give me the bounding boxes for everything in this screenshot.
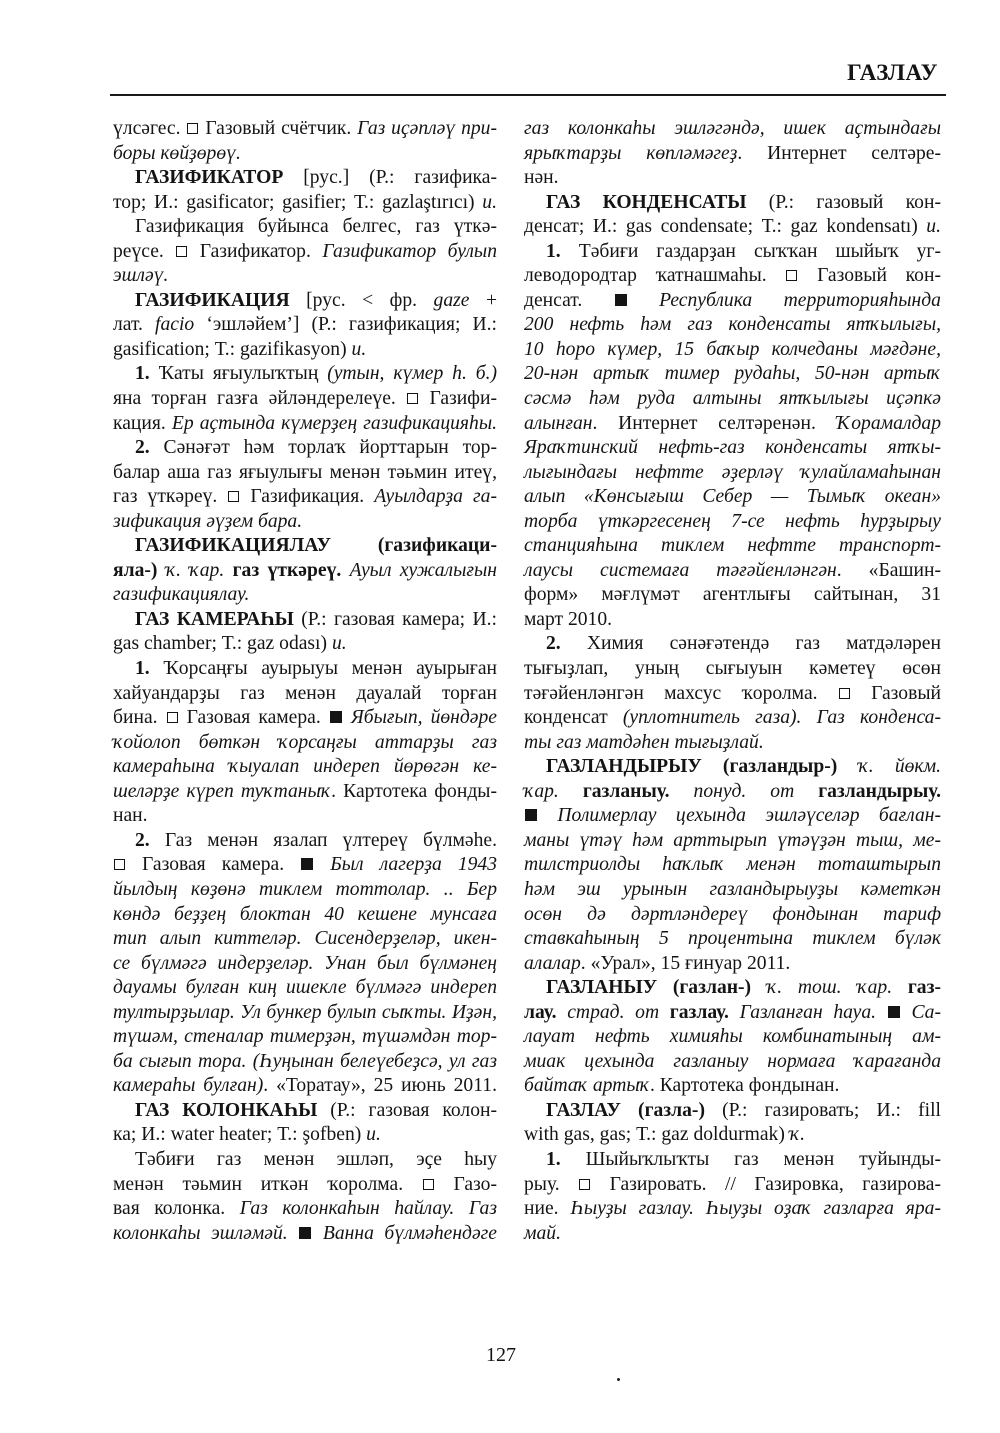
body-text: (Р.: газовая камера; И.:: [293, 608, 497, 630]
russian-equivalent-marker-icon: [176, 246, 187, 257]
text-line: [524, 1025, 941, 1050]
italic-text: колонкаһы эшләмәй.: [113, 1222, 288, 1244]
italic-text: шеләрҙе күреп туҡтаныҡ: [113, 780, 332, 802]
headword-text: 2.: [135, 829, 150, 851]
body-text: [341, 560, 349, 581]
headword-text: 1.: [135, 363, 150, 385]
text-line: [524, 559, 941, 584]
body-text: with gas, gas; Т.: gaz doldurmak): [524, 1124, 790, 1146]
italic-text: алалар: [524, 952, 581, 974]
body-text: Газ менән язалап үлтереү бүлмәһе.: [149, 829, 497, 851]
italic-text: лаусы системаға тәғәйенләнгән: [524, 559, 837, 581]
text-line: [524, 1173, 941, 1198]
body-text: форм» мәғлүмәт агентлығы сайтынан, 31: [524, 584, 941, 606]
text-line: [524, 485, 941, 510]
russian-equivalent-marker-icon: [839, 688, 850, 699]
headword-text: ГАЗ КАМЕРАҺЫ: [135, 608, 294, 630]
italic-text: май.: [524, 1222, 561, 1244]
text-line: [113, 191, 497, 216]
text-line: [524, 608, 941, 633]
text-line: [113, 485, 497, 510]
text-line: [524, 166, 941, 191]
body-text: [670, 781, 694, 802]
body-text: Химия сәнәғәтендә газ матдәләрен: [560, 633, 941, 655]
text-line: [113, 731, 497, 756]
text-line: [524, 1148, 941, 1173]
italic-text: Газификатор булып: [322, 240, 497, 262]
headword-text: ГАЗЛАУ (газла-): [546, 1099, 705, 1121]
italic-text: и.: [351, 338, 367, 360]
italic-text: йылдың көҙөнә тиклем тоттолар. .. Бер: [113, 878, 497, 900]
body-text: Сәнәғәт һәм торлаҡ йорттарын тор-: [149, 437, 497, 459]
text-line: [113, 632, 497, 657]
text-line: [113, 903, 497, 928]
body-text: менән тәьмин иткән ҡоролма.: [113, 1173, 422, 1195]
body-text: [343, 707, 351, 728]
text-line: [113, 608, 497, 633]
body-text: Газовый счётчик.: [199, 118, 358, 139]
headword-text: ГАЗИФИКАЦИЯЛАУ: [135, 535, 332, 557]
body-text: . «Торатау», 25 июнь 2011.: [263, 1075, 497, 1097]
italic-text: лығындағы нефтте әҙерләү ҡулайламаһынан: [524, 461, 941, 483]
italic-text: Ванна бүлмәһендәге: [322, 1222, 497, 1244]
headword-text: ГАЗИФИКАТОР: [135, 167, 284, 189]
italic-text: һәм эш урынын газландырыуҙы кәметкән: [524, 878, 941, 900]
text-line: [113, 1173, 497, 1198]
body-text: gasification; Т.: gazifikasyon): [113, 338, 352, 360]
italic-text: и.: [366, 1124, 381, 1146]
italic-text: Полимерлау цехында эшләүселәр бағлан-: [557, 805, 941, 827]
italic-text: байтаҡ артыҡ: [524, 1075, 650, 1097]
text-line: [113, 1001, 497, 1026]
italic-text: ҡар.: [524, 780, 559, 802]
example-marker-icon: [888, 1006, 900, 1018]
text-line: [524, 780, 941, 805]
text-line: [524, 878, 941, 903]
italic-text: Газ колонкаһын һайлау. Газ: [239, 1198, 497, 1220]
body-text: бина.: [113, 707, 166, 729]
text-line: [524, 117, 941, 142]
italic-text: ҡойолоп бөткән ҡорсаңғы аттарҙы газ: [113, 731, 497, 753]
example-marker-icon: [330, 711, 342, 723]
body-text: [312, 1223, 323, 1244]
text-line: [524, 1222, 941, 1247]
headword-text: 1.: [546, 1148, 561, 1170]
italic-text: Ауылдарҙа га-: [374, 486, 497, 508]
body-text: [628, 290, 659, 311]
body-text: нән.: [524, 167, 559, 189]
body-text: лат.: [113, 314, 156, 336]
body-text: денсат.: [524, 289, 614, 311]
text-line: [113, 289, 497, 314]
text-line: [524, 412, 941, 437]
body-text: тәғәйенләнгән махсус ҡоролма.: [524, 682, 838, 704]
italic-text: көндә беҙҙең блоктан 40 кешене мунсаға: [113, 903, 497, 925]
body-text: [рус.] (Р.: газифика-: [283, 167, 497, 189]
body-text: кация.: [113, 412, 172, 434]
text-line: [113, 559, 497, 584]
headword-text: ГАЗ КОНДЕНСАТЫ: [546, 191, 747, 213]
italic-text: ба сығып тора. (Һуңынан белеүебеҙсә, ул газ: [113, 1050, 497, 1072]
body-text: рыу.: [524, 1173, 579, 1195]
body-text: . «Урал», 15 ғинуар 2011.: [580, 952, 791, 974]
headword-text: 2.: [546, 633, 561, 655]
text-line: [113, 755, 497, 780]
text-line: [113, 215, 497, 240]
russian-equivalent-marker-icon: [407, 393, 418, 404]
italic-text: дауамы булған киң ишекле бүлмәгә индереп: [113, 977, 497, 999]
headword-text: лау.: [524, 1001, 557, 1023]
body-text: март 2010.: [524, 608, 613, 630]
text-line: [113, 534, 497, 559]
italic-text: ҡ. тош. ҡар.: [766, 977, 893, 999]
body-text: Газовая камера.: [178, 707, 329, 729]
body-text: тығыҙлап, уның сығыуын кәметеү өсөн: [524, 658, 941, 680]
italic-text: эшләү.: [113, 265, 169, 287]
italic-text: газификациялау.: [113, 584, 250, 606]
italic-text: станцияһына тиклем нефтте транспорт-: [524, 535, 941, 557]
text-line: [524, 191, 941, 216]
text-line: [524, 903, 941, 928]
text-line: [524, 829, 941, 854]
text-line: [524, 927, 941, 952]
italic-text: газ колонкаһы эшләгәндә, ишек аҫтындағы: [524, 118, 941, 139]
body-text: Газификация.: [240, 486, 375, 508]
right-column: [524, 117, 941, 1246]
italic-text: сәсмә һәм руда алтыны ятҡылығы иҫәпкә: [524, 388, 941, 410]
body-text: ние.: [524, 1198, 571, 1220]
italic-text: (утын, күмер һ. б.): [327, 363, 498, 385]
russian-equivalent-marker-icon: [167, 712, 178, 723]
italic-text: камераһына ҡыуалап индереп йөрөгән ке-: [113, 756, 497, 778]
italic-text: осөн дә дәртләндереү фондынан тариф: [524, 903, 941, 925]
italic-text: зификация әүҙем бара.: [113, 510, 303, 532]
body-text: үлсәгес.: [113, 118, 187, 139]
text-line: [113, 829, 497, 854]
text-line: [113, 142, 497, 167]
text-line: [113, 1074, 497, 1099]
text-line: [524, 240, 941, 265]
body-text: [892, 977, 908, 998]
body-text: . Интернет селтәре-: [737, 142, 941, 164]
body-text: Газо-: [434, 1173, 497, 1195]
italic-text: камераһы булған): [113, 1075, 264, 1097]
text-line: [113, 240, 497, 265]
italic-text: боры көйҙөрөү.: [113, 142, 241, 164]
body-text: Газифи-: [419, 388, 497, 410]
italic-text: Һыуҙы газлау. Һыуҙы оҙаҡ газларға яра-: [570, 1198, 941, 1220]
body-text: конденсат: [524, 707, 623, 729]
text-line: [524, 215, 941, 240]
text-line: [113, 412, 497, 437]
text-line: [524, 657, 941, 682]
body-text: . Картотека фонды-: [331, 780, 497, 802]
text-line: [113, 706, 497, 731]
body-text: ‘эшләйем’] (Р.: газификация; И.:: [194, 314, 497, 336]
body-text: реүсе.: [113, 240, 176, 262]
text-line: [524, 264, 941, 289]
text-line: [524, 1074, 941, 1099]
body-text: (Р.: газовая колон-: [317, 1099, 497, 1121]
text-line: [113, 780, 497, 805]
body-text: денсат; И.: gas condensate; Т.: gaz kondensatı): [524, 216, 927, 238]
text-line: [524, 142, 941, 167]
text-line: [113, 1025, 497, 1050]
body-text: Ҡорсаңғы ауырыуы менән ауырыған: [149, 658, 497, 680]
italic-text: се бүлмәгә индерҙеләр. Унан был бүлмәнең: [113, 952, 497, 974]
headword-text: (газификаци-: [377, 535, 497, 557]
body-text: [рус. < фр.: [289, 289, 434, 311]
body-text: Газировать. // Газировка, газирова-: [591, 1173, 942, 1195]
text-line: [524, 804, 941, 829]
italic-text: Са-: [911, 1001, 941, 1023]
text-line: [524, 338, 941, 363]
body-text: . Картотека фондынан.: [649, 1075, 840, 1097]
italic-text: 20-нән артыҡ тимер рудаһы, 50-нән артыҡ: [524, 363, 941, 385]
text-line: [113, 853, 497, 878]
body-text: [729, 1002, 740, 1023]
text-line: [113, 362, 497, 387]
italic-text: и.: [331, 633, 347, 655]
italic-text: миак цехында газланыу нормаға ҡарағанда: [524, 1050, 941, 1072]
italic-text: Ҡорамалдар: [836, 412, 941, 434]
italic-text: страд. от: [567, 1001, 660, 1023]
text-line: [113, 976, 497, 1001]
headword-text: яла-): [113, 559, 158, 581]
body-text: [901, 1002, 912, 1023]
body-text: . Интернет селтәренән.: [592, 412, 837, 434]
header-rule: [110, 94, 946, 96]
italic-text: ставкаһының 5 процентына тиклем бүләк: [524, 928, 941, 950]
body-text: [794, 781, 818, 802]
italic-text: ҡ.: [789, 1124, 805, 1146]
text-line: [524, 313, 941, 338]
body-text: [559, 781, 583, 802]
text-line: [524, 682, 941, 707]
body-text: [876, 1002, 887, 1023]
italic-text: Газ иҫәпләү при-: [357, 118, 497, 139]
body-text: Ҡаты яғыулыҡтың: [149, 363, 328, 385]
headword-text: 1.: [135, 658, 150, 680]
text-line: [113, 387, 497, 412]
text-line: [113, 1099, 497, 1124]
italic-text: Газланған һауа.: [739, 1001, 877, 1023]
text-line: [113, 1197, 497, 1222]
text-line: [113, 1123, 497, 1148]
italic-text: алып «Көнсығыш Себер — Тымыҡ океан»: [524, 486, 941, 508]
italic-text: Республика территорияһында: [659, 289, 941, 311]
body-text: [224, 560, 232, 581]
italic-text: Ауыл хужалығын: [349, 559, 497, 581]
italic-text: gaze: [433, 289, 470, 311]
body-text: Тәбиғи газдарҙан сыҡҡан шыйыҡ уг-: [560, 240, 941, 262]
text-line: [524, 1099, 941, 1124]
text-line: [524, 632, 941, 657]
body-text: балар аша газ яғыулығы менән тәьмин итеү,: [113, 461, 497, 483]
text-line: [524, 583, 941, 608]
body-text: Газовый кон-: [798, 265, 941, 287]
text-line: [113, 682, 497, 707]
italic-text: Яраҡтинский нефть-газ конденсаты ятҡы-: [524, 437, 941, 459]
body-text: Газификация буйынса белгес, газ үткә-: [135, 216, 497, 238]
headword-text: ГАЗ КОЛОНКАҺЫ: [135, 1099, 318, 1121]
text-line: [524, 362, 941, 387]
body-text: вая колонка.: [113, 1198, 240, 1220]
body-text: леводородтар ҡатнашмаһы.: [524, 265, 786, 287]
italic-text: тилстриолды һаҡлыҡ менән тоташтырып: [524, 854, 941, 876]
italic-text: ты газ матдәһен тығыҙлай.: [524, 731, 764, 753]
headword-text: газлау.: [669, 1001, 729, 1023]
body-text: [157, 560, 165, 581]
example-marker-icon: [525, 809, 537, 821]
headword-text: 1.: [546, 240, 561, 262]
body-text: газ үткәреү.: [113, 486, 228, 508]
italic-text: ҡ. ҡар.: [165, 559, 225, 581]
headword-text: газ үткәреү.: [232, 559, 342, 581]
russian-equivalent-marker-icon: [579, 1179, 590, 1190]
italic-text: понуд. от: [693, 780, 795, 802]
body-text: Газовый: [850, 682, 941, 704]
body-text: тор; И.: gasificator; gasifier; Т.: gazlaştırıcı): [113, 191, 483, 213]
italic-text: маны үтәү һәм арттырып үтәүҙән тыш, ме-: [524, 829, 941, 851]
body-text: [331, 535, 378, 556]
text-line: [524, 755, 941, 780]
headword-text: газланыу.: [582, 780, 670, 802]
headword-text: газ-: [907, 977, 941, 999]
text-line: [524, 952, 941, 977]
text-line: [113, 461, 497, 486]
text-line: [524, 853, 941, 878]
body-text: ка; И.: water heater; Т.: şofben): [113, 1124, 367, 1146]
text-line: [113, 313, 497, 338]
text-line: [113, 657, 497, 682]
page-number: 127: [486, 1344, 516, 1366]
text-line: [524, 534, 941, 559]
body-text: [557, 1002, 568, 1023]
body-text: [751, 977, 767, 998]
text-line: [113, 1148, 497, 1173]
text-line: [524, 976, 941, 1001]
text-line: [113, 117, 497, 142]
text-line: [113, 338, 497, 363]
text-line: [113, 804, 497, 829]
text-line: [113, 1222, 497, 1247]
body-text: (Р.: газовый кон-: [746, 191, 941, 213]
italic-text: түшәм, стеналар тимерҙән, түшәмдән тор-: [113, 1026, 497, 1048]
body-text: Тәбиғи газ менән эшләп, эҫе һыу: [135, 1148, 497, 1170]
text-line: [113, 952, 497, 977]
text-line: [524, 1197, 941, 1222]
italic-text: 10 һоро күмер, 15 баҡыр колчеданы мәғдәне,: [524, 338, 941, 360]
text-line: [524, 387, 941, 412]
russian-equivalent-marker-icon: [187, 123, 198, 134]
text-line: [113, 510, 497, 535]
body-text: [659, 1002, 670, 1023]
body-text: +: [469, 289, 497, 311]
text-line: [113, 878, 497, 903]
italic-text: ҡ. йөкм.: [858, 756, 941, 778]
running-head: ГАЗЛАУ: [847, 60, 938, 85]
italic-text: торба үткәргесенең 7-се нефть һурҙырыу: [524, 510, 941, 532]
body-text: [288, 1223, 299, 1244]
print-speck: [617, 1378, 620, 1381]
body-text: Шыйыҡлыҡты газ менән туйынды-: [560, 1148, 941, 1170]
text-line: [524, 289, 941, 314]
italic-text: facio: [155, 314, 195, 336]
italic-text: и.: [926, 216, 941, 238]
italic-text: и.: [482, 191, 497, 213]
text-line: [524, 436, 941, 461]
text-line: [524, 706, 941, 731]
text-line: [524, 510, 941, 535]
example-marker-icon: [615, 294, 627, 306]
body-text: [314, 854, 330, 875]
body-text: (Р.: газировать; И.: fill: [704, 1099, 941, 1121]
headword-text: ГАЗЛАНДЫРЫУ (газландыр-): [546, 756, 838, 778]
text-line: [113, 436, 497, 461]
example-marker-icon: [301, 858, 313, 870]
italic-text: тип алып киттеләр. Сисендерҙеләр, икен-: [113, 928, 497, 950]
left-column: [113, 117, 497, 1246]
example-marker-icon: [299, 1227, 311, 1239]
text-line: [113, 264, 497, 289]
russian-equivalent-marker-icon: [228, 491, 239, 502]
headword-text: 2.: [135, 437, 150, 459]
text-line: [113, 166, 497, 191]
italic-text: алынған: [524, 412, 593, 434]
italic-text: ярыҡтарҙы көпләмәгеҙ: [524, 142, 738, 164]
italic-text: лауат нефть химияһы комбинатының ам-: [524, 1026, 941, 1048]
headword-text: ГАЗИФИКАЦИЯ: [135, 289, 290, 311]
text-line: [524, 1001, 941, 1026]
body-text: яна торған газға әйләндерелеүе.: [113, 388, 407, 410]
body-text: хайуандарҙы газ менән дауалай торған: [113, 682, 497, 704]
italic-text: (уплотнитель газа). Газ конденса-: [622, 707, 941, 729]
text-line: [524, 461, 941, 486]
body-text: . «Башин-: [836, 559, 941, 581]
body-text: [538, 805, 557, 826]
italic-text: Был лагерҙа 1943: [330, 854, 498, 876]
body-text: Газовая камера.: [126, 854, 301, 876]
body-text: [837, 756, 858, 777]
russian-equivalent-marker-icon: [423, 1179, 434, 1190]
body-text: нан.: [113, 805, 148, 827]
text-line: [524, 1050, 941, 1075]
italic-text: Ер аҫтында күмерҙең газификацияһы.: [171, 412, 497, 434]
text-line: [524, 1123, 941, 1148]
italic-text: Ябығып, йөндәре: [350, 707, 497, 729]
headword-text: ГАЗЛАНЫУ (газлан-): [546, 977, 752, 999]
text-line: [113, 1050, 497, 1075]
italic-text: 200 нефть һәм газ конденсаты ятҡылығы,: [524, 314, 941, 336]
body-text: gas chamber; Т.: gaz odası): [113, 633, 332, 655]
text-line: [113, 583, 497, 608]
russian-equivalent-marker-icon: [786, 270, 797, 281]
italic-text: тултырҙылар. Ул бункер булып сыҡты. Иҙән,: [113, 1001, 497, 1023]
russian-equivalent-marker-icon: [114, 859, 125, 870]
headword-text: газландырыу.: [818, 780, 942, 802]
text-line: [524, 731, 941, 756]
body-text: Газификатор.: [188, 240, 323, 262]
text-line: [113, 927, 497, 952]
